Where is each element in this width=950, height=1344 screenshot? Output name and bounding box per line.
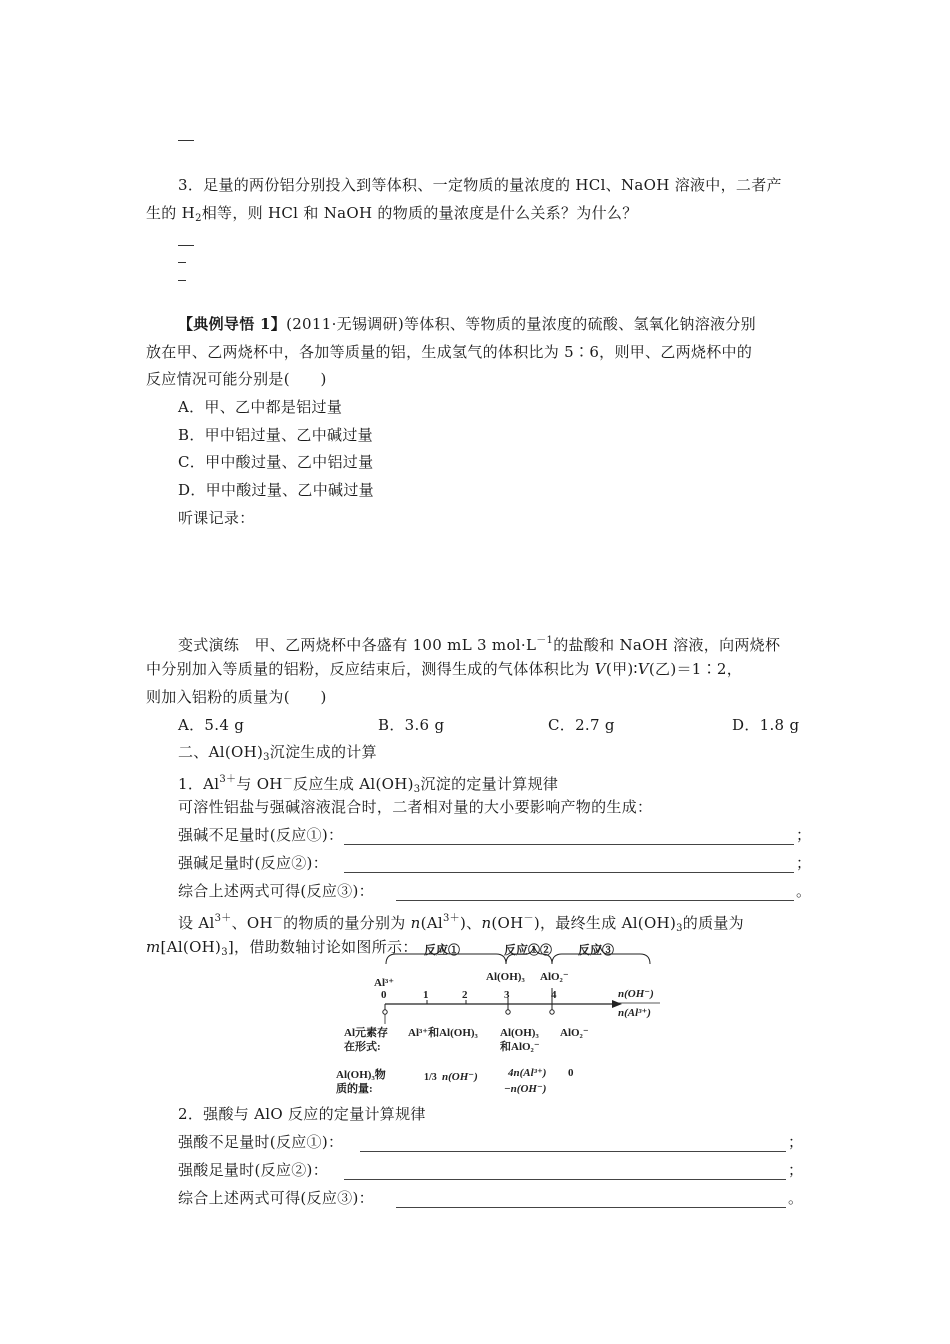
variant-line-1: 变式演练 甲、乙两烧杯中各盛有 100 mL 3 $mol\cdot L^{-1}$的盐酸和 NaOH 溶液，向两烧杯 <box>178 635 781 654</box>
acid-insufficient-blank[interactable] <box>360 1151 786 1152</box>
axis-label-numerator: n(OH⁻) <box>618 988 654 1000</box>
question-3-line-2: 生的 $H_2$相等，则 HCl 和 NaOH 的物质的量浓度是什么关系？为什么？ <box>146 204 638 224</box>
amount-region-2-line-1: 4n(Al³⁺) <box>508 1067 547 1079</box>
brace-label-reaction-3: 反应③ <box>578 943 615 957</box>
example-1-line-1: 【典例导悟 1】(2011·无锡调研)等体积、等物质的量浓度的硫酸、氢氧化钠溶液分别 <box>178 315 756 333</box>
section-2-heading: 二、$Al(OH)_3$沉淀生成的计算 <box>178 743 377 763</box>
base-combined-end: 。 <box>796 882 812 900</box>
option-d: D．甲中酸过量、乙中碱过量 <box>178 481 374 499</box>
amount-region-3: 0 <box>568 1067 574 1079</box>
brace-label-reaction-12: 反应①② <box>504 943 553 957</box>
brace-label-reaction-1: 反应① <box>424 943 461 957</box>
variant-line-2: 中分别加入等质量的铝粉，反应结束后，测得生成的气体体积比为 V(甲)∶V(乙)＝1∶2， <box>146 660 743 678</box>
forms-label-line-1: Al元素存 <box>344 1027 388 1039</box>
lecture-notes-label: 听课记录： <box>178 509 255 527</box>
answer-dash <box>178 140 194 141</box>
point-3 <box>506 1010 510 1014</box>
tick-0: 0 <box>381 989 387 1001</box>
tick-4: 4 <box>551 989 557 1001</box>
point-0 <box>383 1010 387 1014</box>
amount-region-2-line-2: −n(OH⁻) <box>504 1083 547 1095</box>
base-insufficient-end: ； <box>796 826 812 844</box>
tick-3: 3 <box>504 989 510 1001</box>
variant-option-a: A．5.4 g <box>178 716 245 734</box>
amount-label-line-2: 质的量: <box>336 1083 373 1095</box>
base-combined-label: 综合上述两式可得(反应③)： <box>178 882 374 900</box>
top-alo2: AlO₂⁻ <box>540 971 569 983</box>
point-4 <box>550 1010 554 1014</box>
option-a: A．甲、乙中都是铝过量 <box>178 398 343 416</box>
example-1-line-2: 放在甲、乙两烧杯中，各加等质量的铝，生成氢气的体积比为 5∶6，则甲、乙两烧杯中的 <box>146 343 753 361</box>
base-insufficient-label: 强碱不足量时(反应①)： <box>178 826 344 844</box>
acid-insufficient-label: 强酸不足量时(反应①)： <box>178 1133 344 1151</box>
base-insufficient-blank[interactable] <box>344 844 794 845</box>
variant-option-c: C．2.7 g <box>548 716 615 734</box>
acid-combined-blank[interactable] <box>396 1207 786 1208</box>
example-tag: 【典例导悟 1】 <box>178 315 287 333</box>
acid-insufficient-end: ； <box>788 1133 804 1151</box>
acid-sufficient-end: ； <box>788 1161 804 1179</box>
acid-combined-label: 综合上述两式可得(反应③)： <box>178 1189 374 1207</box>
top-al3: Al³⁺ <box>374 977 395 989</box>
variant-option-b: B．3.6 g <box>378 716 445 734</box>
base-sufficient-label: 强碱足量时(反应②)： <box>178 854 329 872</box>
tick-2: 2 <box>462 989 468 1001</box>
number-line-diagram <box>330 938 670 1104</box>
base-sufficient-end: ； <box>796 854 812 872</box>
amount-region-1: n(OH⁻) <box>442 1071 478 1083</box>
form-region-3: AlO₂⁻ <box>560 1027 589 1039</box>
answer-dash <box>178 280 186 281</box>
base-combined-blank[interactable] <box>396 900 794 901</box>
variant-line-3: 则加入铝粉的质量为( ) <box>146 688 327 706</box>
option-b: B．甲中铝过量、乙中碱过量 <box>178 426 373 444</box>
amount-label-line-1: Al(OH)₃物 <box>336 1069 386 1081</box>
form-region-2b: 和AlO₂⁻ <box>500 1041 540 1053</box>
acid-sufficient-label: 强酸足量时(反应②)： <box>178 1161 329 1179</box>
section-2-item-2: 2．强酸与 AlO 反应的定量计算规律 <box>178 1105 426 1123</box>
form-region-2a: Al(OH)₃ <box>500 1027 539 1039</box>
axis-label-denominator: n(Al³⁺) <box>618 1007 651 1019</box>
base-sufficient-blank[interactable] <box>344 872 794 873</box>
top-aloh3: Al(OH)₃ <box>486 971 525 983</box>
answer-dash <box>178 245 194 246</box>
tick-1: 1 <box>423 989 429 1001</box>
answer-dash <box>178 262 186 263</box>
acid-combined-end: 。 <box>788 1189 804 1207</box>
amount-region-1-fraction: 1/3 <box>424 1072 437 1083</box>
variant-option-d: D．1.8 g <box>732 716 800 734</box>
option-c: C．甲中酸过量、乙中铝过量 <box>178 453 374 471</box>
setup-line-2: $m[Al(OH)_3]$，借助数轴讨论如图所示： <box>146 938 418 958</box>
acid-sufficient-blank[interactable] <box>344 1179 786 1180</box>
example-1-line-3: 反应情况可能分别是( ) <box>146 370 327 388</box>
setup-line-1: 设 $Al^{3+}$、OH－的物质的量分别为 $n(Al^{3+})$、n(OH－)，最终生成 $Al(OH)_3$的质量为 <box>178 913 744 934</box>
form-region-1: Al³⁺和Al(OH)₃ <box>408 1027 478 1039</box>
section-2-intro: 可溶性铝盐与强碱溶液混合时，二者相对量的大小要影响产物的生成： <box>178 798 653 816</box>
section-2-item-1: 1．$Al^{3+}$与 OH－反应生成 $Al(OH)_3$沉淀的定量计算规律 <box>178 774 559 795</box>
forms-label-line-2: 在形式: <box>344 1041 381 1053</box>
question-3-line-1: 3．足量的两份铝分别投入到等体积、一定物质的量浓度的 HCl、NaOH 溶液中，二者产 <box>178 176 782 194</box>
